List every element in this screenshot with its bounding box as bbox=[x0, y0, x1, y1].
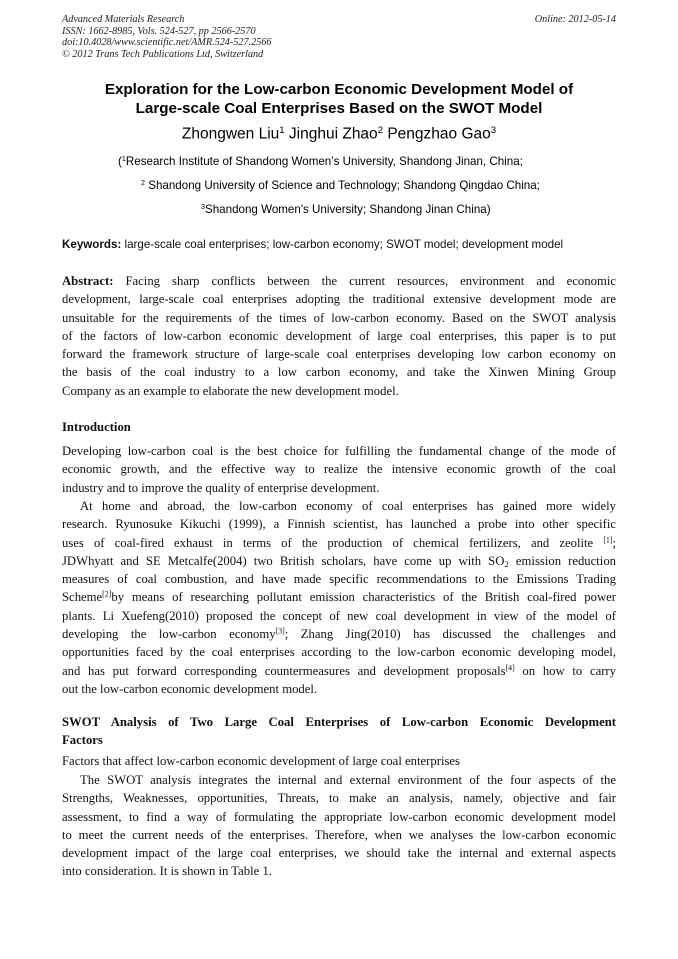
intro-paragraph-2: At home and abroad, the low-carbon economy of coal enterprises has gained more widely research. Ryunosuke Kikuchi (1999), a Finnish scientist, has launched a probe into other specific uses of coal-fired exhaust in terms of the production of chemical fertilizers, and zeolite [1]; JDWhyatt and SE Metcalfe(2004) two British scholars, have come up with $SO_2$ emission reduction measures of coal combustion, and have made specific recommendations to the Emissions Trading Scheme[2]by means of researching pollutant emission characteristics of the British coal-fired power plants. Li Xuefeng(2010) proposed the concept of new coal development in view of the model of developing the low-carbon economy[3]; Zhang Jing(2010) has discussed the challenges and opportunities faced by the coal enterprises according to the low-carbon economic developing model, and has put forward corresponding countermeasures and development proposals[4] on how to carry out the low-carbon economic development model. bbox=[62, 499, 617, 696]
author-sup: 2 bbox=[377, 125, 384, 136]
paper-title bbox=[62, 80, 616, 118]
keywords-text: large-scale coal enterprises; low-carbon economy; SWOT model; development model bbox=[124, 238, 564, 251]
journal-name: Advanced Materials Research bbox=[62, 14, 185, 25]
title-line-2: Large-scale Coal Enterprises Based on the SWOT Model bbox=[135, 100, 543, 117]
author-list bbox=[62, 121, 616, 144]
author-name: Jinghui Zhao bbox=[288, 125, 378, 143]
abstract-label: Abstract: bbox=[62, 274, 114, 288]
author-name: Zhongwen Liu bbox=[181, 125, 280, 143]
abstract: Abstract: Facing sharp conflicts between the current resources, environment and economic development, large-scale coal enterprises adopting the traditional extensive development mode are unsuitable for the requirements of the times of low-carbon economy. Based on the SWOT analysis of the factors of low-carbon economic development of large coal enterprises, this paper is to put forward the framework structure of large-scale coal enterprises developing low carbon economy on the basis of the coal industry to a low carbon economy, and take the Xinwen Mining Group Company as an example to elaborate the new development model. bbox=[62, 274, 616, 398]
affiliation-3: $^3$Shandong Women's University; Shandong Jinan China) bbox=[201, 202, 491, 216]
title-line-1: Exploration for the Low-carbon Economic Development Model of bbox=[104, 81, 574, 98]
online-date: Online: 2012-05-14 bbox=[534, 14, 616, 25]
copyright-line: © 2012 Trans Tech Publications Ltd, Switzerland bbox=[62, 48, 264, 60]
citation-ref: [2] bbox=[102, 589, 112, 599]
section-heading-swot: SWOT Analysis of Two Large Coal Enterprises of Low-carbon Economic Development Factors bbox=[62, 715, 616, 747]
intro-paragraph-1: Developing low-carbon coal is the best choice for fulfilling the fundamental change of the mode of economic growth, and the effective way to realize the intensive economic growth of the coal industry and to improve the quality of enterprise development. bbox=[62, 444, 616, 495]
doi-line: doi:10.4028/www.scientific.net/AMR.524-527.2566 bbox=[62, 37, 272, 49]
issn-line: ISSN: 1662-8985, Vols. 524-527, pp 2566-2570 bbox=[62, 25, 256, 37]
keywords-label: Keywords: bbox=[62, 238, 122, 251]
keywords bbox=[62, 237, 616, 252]
journal-header bbox=[62, 14, 616, 60]
author-sup: 3 bbox=[490, 125, 497, 136]
author-name: Pengzhao Gao bbox=[387, 125, 491, 143]
citation-ref: [1] bbox=[603, 534, 613, 544]
swot-paragraph: The SWOT analysis integrates the internal and external environment of the four aspects of the Strengths, Weaknesses, opportunities, Threats, to make an analysis, namely, objective and fair assessment, to find a way of formulating the appropriate low-carbon economic development model to meet the current needs of the enterprises. Therefore, when we analyses the low-carbon economic development impact of the large coal enterprises, we should take the internal and external aspects into consideration. It is shown in Table 1. bbox=[62, 773, 616, 879]
citation-ref: [4] bbox=[505, 662, 515, 672]
affiliation-2: $^2$ Shandong University of Science and Technology; Shandong Qingdao China; bbox=[141, 178, 540, 192]
affiliation-1: ($^1$Research Institute of Shandong Women’s University, Shandong Jinan, China; bbox=[118, 154, 523, 168]
citation-ref: [3] bbox=[275, 626, 285, 636]
author-sup: 1 bbox=[279, 125, 285, 136]
section-heading-introduction: Introduction bbox=[62, 420, 131, 434]
swot-subheading: Factors that affect low-carbon economic development of large coal enterprises bbox=[62, 754, 460, 768]
